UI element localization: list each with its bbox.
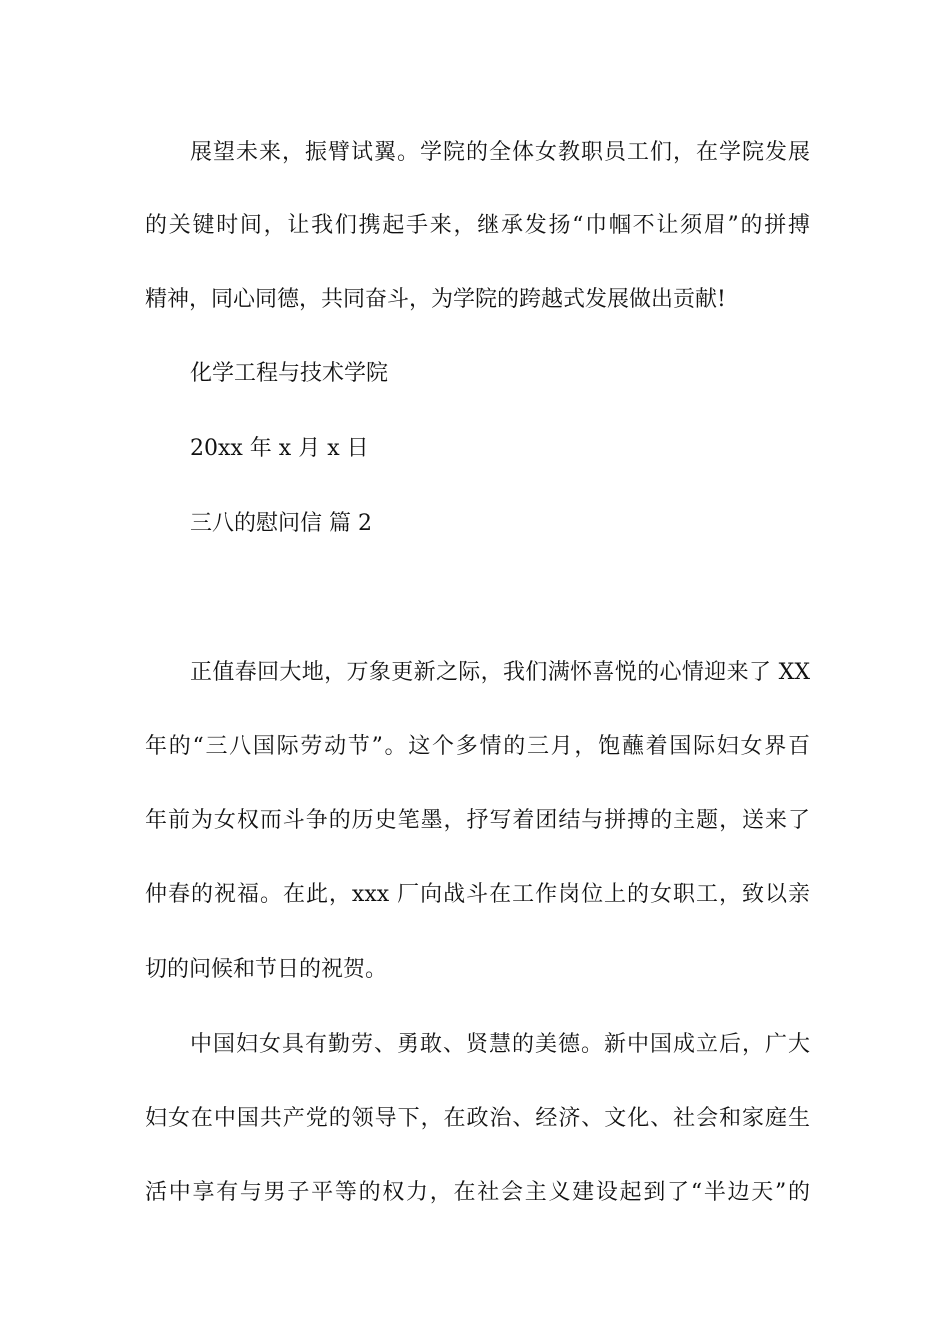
section-heading: 三八的慰问信 篇 2 bbox=[190, 511, 372, 536]
paragraph-line: 切的问候和节日的祝贺。 bbox=[145, 957, 388, 982]
paragraph-line: 中国妇女具有勤劳、勇敢、贤慧的美德。新中国成立后，广大 bbox=[190, 1032, 810, 1057]
signature-org: 化学工程与技术学院 bbox=[190, 361, 389, 386]
paragraph-line: 精神，同心同德，共同奋斗，为学院的跨越式发展做出贡献! bbox=[145, 287, 726, 312]
signature-date: 20xx 年 x 月 x 日 bbox=[190, 436, 369, 461]
paragraph-line: 正值春回大地，万象更新之际，我们满怀喜悦的心情迎来了 XX bbox=[190, 660, 810, 685]
paragraph-line: 年的“三八国际劳动节”。这个多情的三月，饱蘸着国际妇女界百 bbox=[145, 734, 810, 759]
paragraph-line: 妇女在中国共产党的领导下，在政治、经济、文化、社会和家庭生 bbox=[145, 1106, 810, 1131]
paragraph-line: 活中享有与男子平等的权力，在社会主义建设起到了“半边天”的 bbox=[145, 1180, 810, 1205]
paragraph-line: 展望未来，振臂试翼。学院的全体女教职员工们，在学院发展 bbox=[190, 140, 810, 165]
paragraph-line: 仲春的祝福。在此，xxx 厂向战斗在工作岗位上的女职工，致以亲 bbox=[145, 882, 810, 907]
paragraph-line: 年前为女权而斗争的历史笔墨，抒写着团结与拼搏的主题，送来了 bbox=[145, 808, 810, 833]
paragraph-line: 的关键时间，让我们携起手来，继承发扬“巾帼不让须眉”的拼搏 bbox=[145, 213, 810, 238]
